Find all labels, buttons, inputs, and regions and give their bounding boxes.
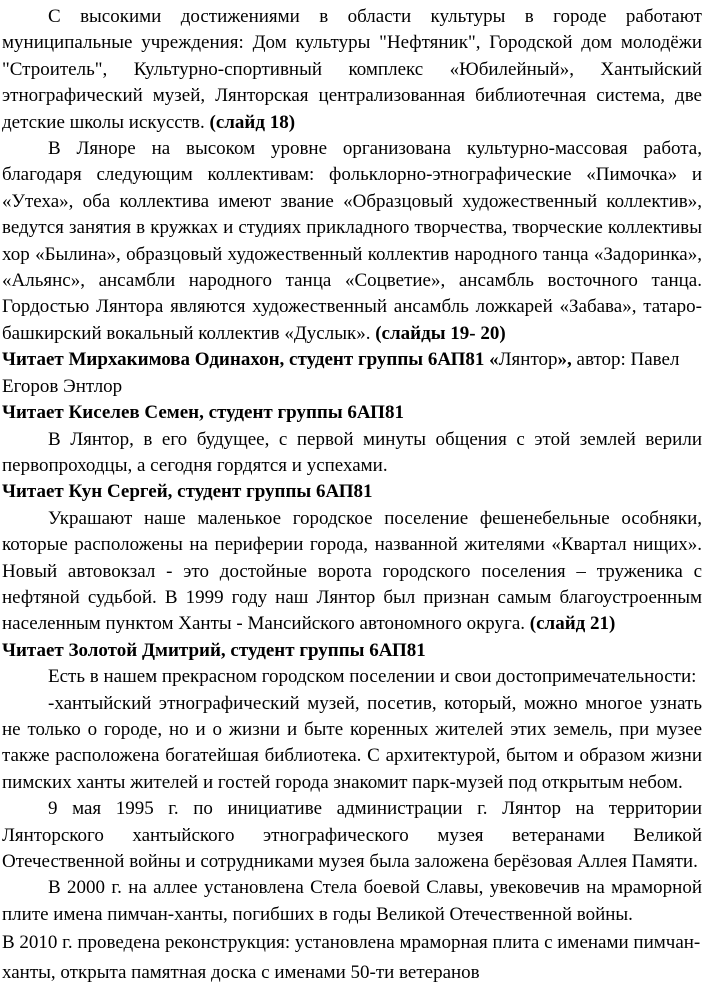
slide-reference: (слайд 21) xyxy=(529,613,616,635)
paragraph-memory-alley: 9 мая 1995 г. по инициативе администрации г. Лянтор на территории Лянторского хантыйского этнографического музея ветеранами Великой Отечественной войны и сотрудниками музея была заложена берёзовая Аллея Памяти. xyxy=(2,798,702,872)
paragraph-text: С высокими достижениями в области культуры в городе работают муниципальные учреждения: Дом культуры "Нефтяник", Городской дом молодёжи "Строитель", Культурно-спортивный комплекс «Юбилейный», Хантыйский этнографический музей, Лянторская централизованная библиотечная система, две детские школы искусств. xyxy=(2,6,702,133)
paragraph-text: Украшают наше маленькое городское поселение фешенебельные особняки, которые расположены на периферии города, названной жителями «Квартал нищих». Новый автовокзал - это достойные ворота городского поселения – труженика с нефтяной судьбой. В 1999 году наш Лянтор был признан самым благоустроенным населенным пунктом Ханты - Мансийского автономного округа. xyxy=(2,507,702,635)
paragraph-pioneers: В Лянтор, в его будущее, с первой минуты общения с этой землей верили первопроходцы, а сегодня гордятся и успехами. xyxy=(2,428,702,476)
reader-name: Читает Мирхакимова Одинахон, студент группы 6АП81 « xyxy=(2,349,499,371)
paragraph-stele: В 2000 г. на аллее установлена Стела боевой Славы, увековечив на мраморной плите имена пимчан-ханты, погибших в годы Великой Отечественной войны. xyxy=(2,877,702,925)
paragraph-text: В Ляноре на высоком уровне организована культурно-массовая работа, благодаря следующим коллективам: фольклорно-этнографические «Пимочка» и «Утеха», оба коллектива имеют звание «Образцовый художественный коллектив», ведутся занятия в кружках и студиях прикладного творчества, творческие коллективы хор «Былина», образцовый художественный коллектив народного танца «Задоринка», «Альянс», ансамбли народного танца «Соцветие», ансамбль восточного танца. Гордостью Лянтора являются художественный ансамбль ложкарей «Забава», татаро-башкирский вокальный коллектив «Дуслык». xyxy=(2,138,702,344)
poem-title: Лянтор xyxy=(498,349,558,371)
reader-heading-kun: Читает Кун Сергей, студент группы 6АП81 xyxy=(2,481,373,503)
slide-reference: (слайды 19- 20) xyxy=(375,322,506,344)
paragraph-town-landmarks xyxy=(2,506,702,638)
reader-name-close: », xyxy=(557,349,572,371)
reader-heading-zolotoy: Читает Золотой Дмитрий, студент группы 6АП81 xyxy=(2,639,426,661)
paragraph-reconstruction: В 2010 г. проведена реконструкция: установлена мраморная плита с именами пимчан-ханты, открыта памятная доска с именами 50-ти ветеранов xyxy=(2,932,701,984)
paragraph-attractions-intro: Есть в нашем прекрасном городском поселении и свои достопримечательности: xyxy=(48,666,697,688)
paragraph-cultural-collectives xyxy=(2,136,702,347)
reader-heading-kiselev: Читает Киселев Семен, студент группы 6АП81 xyxy=(2,402,404,424)
reader-heading-mirkhakimova xyxy=(2,347,702,400)
poem-author: автор: Павел Егоров Энтлор xyxy=(2,349,680,397)
slide-reference: (слайд 18) xyxy=(209,111,296,133)
paragraph-culture-institutions xyxy=(2,4,702,136)
paragraph-museum: -хантыйский этнографический музей, посетив, который, можно многое узнать не только о городе, но и о жизни и быте коренных жителей этих земель, при музее также расположена богатейшая библиотека. С архитектурой, бытом и образом жизни пимских ханты жителей и гостей города знакомит парк-музей под открытым небом. xyxy=(2,692,702,793)
